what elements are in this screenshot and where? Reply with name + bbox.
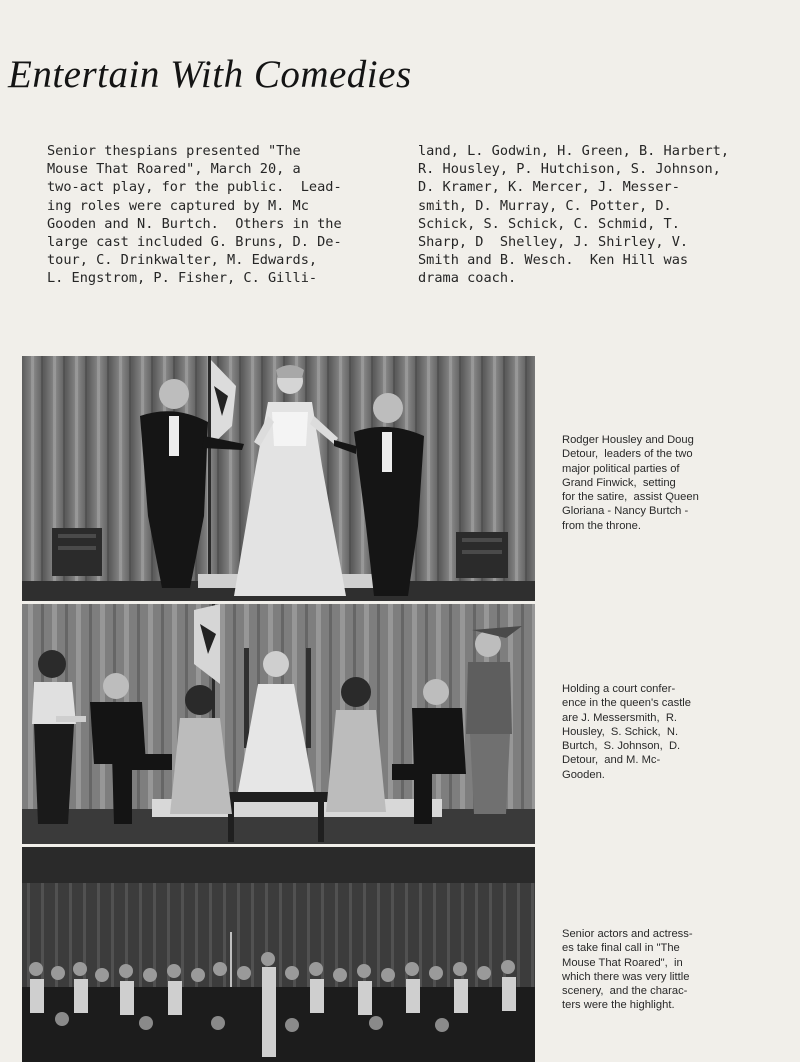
- article-line: Schick, S. Schick, C. Schmid, T.: [418, 215, 680, 232]
- caption-line: Holding a court confer-: [562, 683, 676, 695]
- article-right-column: [418, 142, 758, 288]
- article-line: ing roles were captured by M. Mc: [47, 197, 309, 214]
- stage-photo-throne: [22, 356, 535, 601]
- article-left-column: [47, 142, 367, 288]
- page-title: Entertain With Comedies: [8, 53, 412, 96]
- caption-line: Gloriana - Nancy Burtch -: [562, 505, 689, 518]
- photo-caption-curtain-call: [562, 927, 792, 1013]
- caption-line: Housley, S. Schick, N.: [562, 725, 679, 738]
- article-line: Sharp, D Shelley, J. Shirley, V.: [418, 234, 689, 251]
- article-line: tour, C. Drinkwalter, M. Edwards,: [47, 252, 318, 269]
- article-line: two-act play, for the public. Lead-: [47, 179, 342, 196]
- article-line: Senior thespians presented "The: [47, 143, 301, 159]
- caption-line: Gooden.: [562, 768, 605, 781]
- caption-line: which there was very little: [562, 970, 690, 983]
- photo-caption-court: [562, 682, 792, 782]
- caption-line: es take final call in "The: [562, 942, 680, 955]
- stage-photo-court: [22, 604, 535, 844]
- article-line: Gooden and N. Burtch. Others in the: [47, 215, 342, 232]
- caption-line: Mouse That Roared", in: [562, 956, 683, 969]
- caption-line: ence in the queen's castle: [562, 697, 692, 710]
- caption-line: from the throne.: [562, 519, 641, 532]
- caption-line: major political parties of: [562, 462, 680, 475]
- stage-photo-curtain-call: [22, 847, 535, 1062]
- caption-line: Rodger Housley and Doug: [562, 434, 694, 446]
- article-line: Mouse That Roared", March 20, a: [47, 161, 301, 178]
- article-line: smith, D. Murray, C. Potter, D.: [418, 197, 672, 214]
- article-line: land, L. Godwin, H. Green, B. Harbert,: [418, 143, 729, 159]
- caption-line: Grand Finwick, setting: [562, 476, 676, 489]
- article-line: D. Kramer, K. Mercer, J. Messer-: [418, 179, 680, 196]
- caption-line: ters were the highlight.: [562, 999, 675, 1012]
- caption-line: Senior actors and actress-: [562, 928, 693, 940]
- photo-caption-throne: [562, 433, 792, 533]
- caption-line: scenery, and the charac-: [562, 985, 688, 998]
- caption-line: Detour, and M. Mc-: [562, 754, 661, 767]
- article-line: R. Housley, P. Hutchison, S. Johnson,: [418, 161, 721, 178]
- article-line: L. Engstrom, P. Fisher, C. Gilli-: [47, 270, 318, 287]
- article-line: drama coach.: [418, 270, 517, 287]
- caption-line: Burtch, S. Johnson, D.: [562, 740, 681, 753]
- article-line: large cast included G. Bruns, D. De-: [47, 234, 342, 251]
- caption-line: for the satire, assist Queen: [562, 491, 699, 504]
- article-line: Smith and B. Wesch. Ken Hill was: [418, 252, 689, 269]
- caption-line: Detour, leaders of the two: [562, 448, 693, 461]
- caption-line: are J. Messersmith, R.: [562, 711, 678, 724]
